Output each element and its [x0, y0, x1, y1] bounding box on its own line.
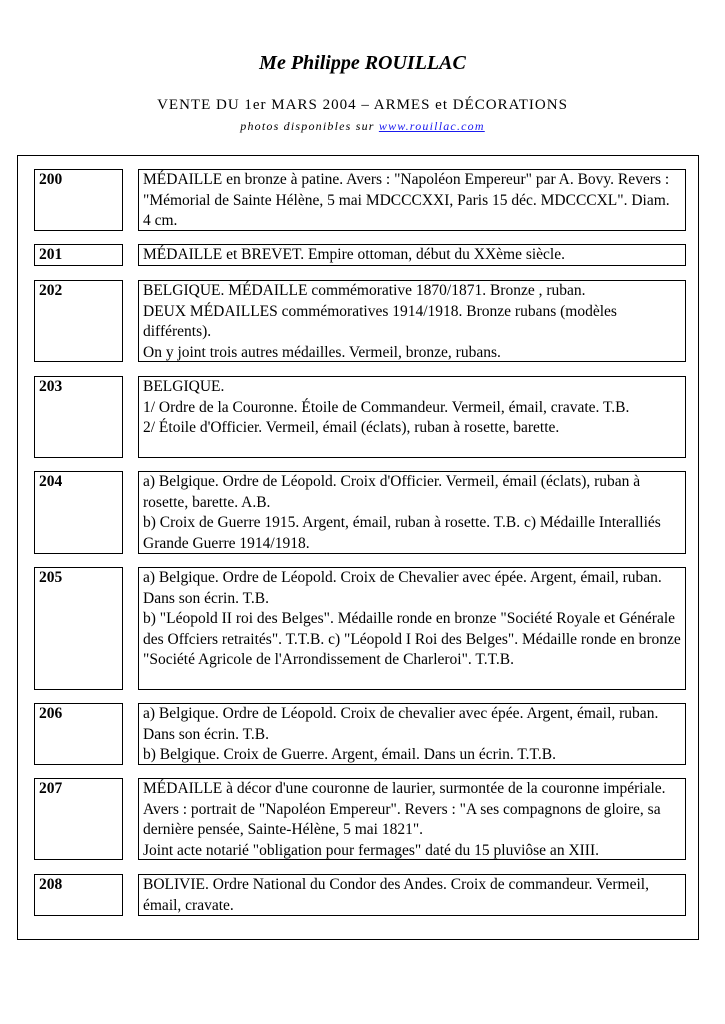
- lot-number: 202: [34, 280, 123, 362]
- lot-row: [34, 874, 686, 916]
- lot-number: 203: [34, 376, 123, 458]
- website-link[interactable]: www.rouillac.com: [378, 119, 485, 133]
- lot-description: BOLIVIE. Ordre National du Condor des Andes. Croix de commandeur. Vermeil, émail, cravate.: [138, 874, 686, 916]
- lot-number: 205: [34, 567, 123, 690]
- lot-number: 208: [34, 874, 123, 916]
- lot-number: 206: [34, 703, 123, 765]
- lot-number: 204: [34, 471, 123, 554]
- lot-description: MÉDAILLE en bronze à patine. Avers : "Napoléon Empereur" par A. Bovy. Revers : "Mémorial de Sainte Hélène, 5 mai MDCCCXXI, Paris 15 déc. MDCCCXL". Diam. 4 cm.: [138, 169, 686, 231]
- lot-number: 207: [34, 778, 123, 860]
- sale-title: VENTE DU 1er MARS 2004 – ARMES et DÉCORATIONS: [157, 97, 568, 113]
- auctioneer-title: Me Philippe ROUILLAC: [259, 52, 466, 74]
- lot-description: MÉDAILLE et BREVET. Empire ottoman, début du XXème siècle.: [138, 244, 686, 266]
- lot-description: BELGIQUE. 1/ Ordre de la Couronne. Étoile de Commandeur. Vermeil, émail, cravate. T.B. 2/ Étoile d'Officier. Vermeil, émail (éclats), ruban à rosette, barette.: [138, 376, 686, 458]
- lot-row: [34, 244, 686, 266]
- lot-number: 201: [34, 244, 123, 266]
- lot-description: a) Belgique. Ordre de Léopold. Croix de Chevalier avec épée. Argent, émail, ruban. Dans son écrin. T.B. b) "Léopold II roi des Belges". Médaille ronde en bronze "Société Royale et Générale des Offciers retraités". T.T.B. c) "Léopold I Roi des Belges". Médaille ronde en bronze "Société Agricole de l'Arrondissement de Charleroi". T.T.B.: [138, 567, 686, 690]
- lot-number: 200: [34, 169, 123, 231]
- lot-description: MÉDAILLE à décor d'une couronne de laurier, surmontée de la couronne impériale. Avers : portrait de "Napoléon Empereur". Revers : "A ses compagnons de gloire, sa dernière pensée, Sainte-Hélène, 5 mai 1821". Joint acte notarié "obligation pour fermages" daté du 15 pluviôse an XIII.: [138, 778, 686, 860]
- lot-row: [34, 376, 686, 458]
- lot-row: [34, 471, 686, 554]
- lot-description: a) Belgique. Ordre de Léopold. Croix d'Officier. Vermeil, émail (éclats), ruban à rosette, barette. A.B. b) Croix de Guerre 1915. Argent, émail, ruban à rosette. T.B. c) Médaille Interalliés Grande Guerre 1914/1918.: [138, 471, 686, 554]
- lot-row: [34, 703, 686, 765]
- photos-note: [0, 119, 725, 134]
- photos-prefix: photos disponibles sur: [240, 119, 379, 133]
- lot-row: [34, 169, 686, 231]
- lot-description: BELGIQUE. MÉDAILLE commémorative 1870/1871. Bronze , ruban. DEUX MÉDAILLES commémoratives 1914/1918. Bronze rubans (modèles différents). On y joint trois autres médailles. Vermeil, bronze, rubans.: [138, 280, 686, 362]
- lot-description: a) Belgique. Ordre de Léopold. Croix de chevalier avec épée. Argent, émail, ruban. Dans son écrin. T.B. b) Belgique. Croix de Guerre. Argent, émail. Dans un écrin. T.T.B.: [138, 703, 686, 765]
- lot-row: [34, 778, 686, 860]
- lot-row: [34, 280, 686, 362]
- lot-row: [34, 567, 686, 690]
